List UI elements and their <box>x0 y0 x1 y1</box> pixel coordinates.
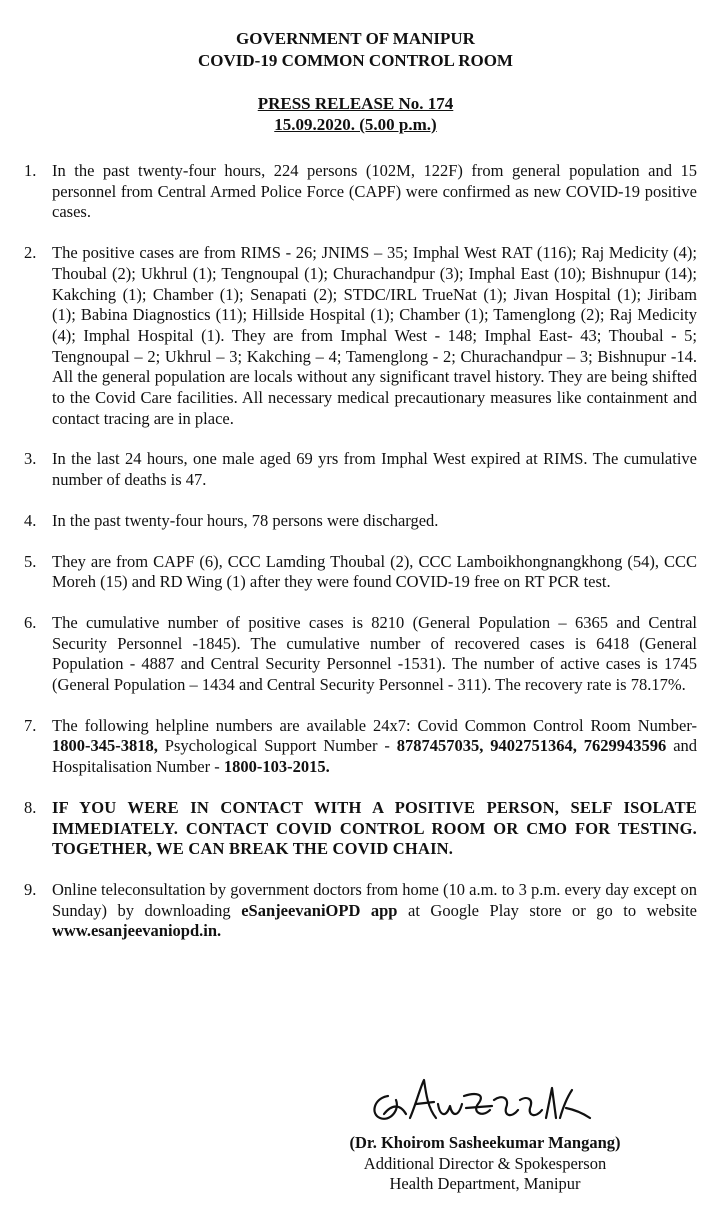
list-item <box>24 880 697 942</box>
helpline-text-mid: Psychological Support Number - <box>157 736 397 756</box>
item-text: In the past twenty-four hours, 224 persons (102M, 122F) from general population and 15 personnel from Central Armed Police Force (CAPF) were confirmed as new COVID-19 positive cases. <box>52 161 697 222</box>
release-items <box>0 161 711 942</box>
list-item <box>24 243 697 429</box>
control-room-title: COVID-19 COMMON CONTROL ROOM <box>198 51 513 70</box>
control-room-number: 1800-345-3818, <box>52 736 158 756</box>
teleconsultation-intro: Online teleconsultation by government doctors from home (10 a.m. to 3 p.m. every day except on Sunday) by downloading <box>52 879 697 920</box>
signatory-designation: Additional Director & Spokesperson <box>363 1153 607 1173</box>
psych-support-numbers: 8787457035, 9402751364, 7629943596 <box>396 736 667 756</box>
item-text: The cumulative number of positive cases is 8210 (General Population – 6365 and Central Security Personnel -1845). The cumulative number of recovered cases is 6418 (General Population - 4887 and Central Security Personnel -1531). The number of active cases is 1745 (General Population – 1434 and Central Security Personnel - 311). The recovery rate is 78.17%. <box>52 612 697 695</box>
app-name: eSanjeevaniOPD app <box>241 900 398 920</box>
advisory-text: IF YOU WERE IN CONTACT WITH A POSITIVE PERSON, SELF ISOLATE IMMEDIATELY. CONTACT COVID CONTROL ROOM OR CMO FOR TESTING. TOGETHER, WE CAN BREAK THE COVID CHAIN. <box>52 797 697 859</box>
release-datetime: 15.09.2020. (5.00 p.m.) <box>274 115 437 134</box>
list-item <box>24 511 697 532</box>
list-item <box>24 449 697 490</box>
signatory-block <box>300 1133 670 1195</box>
item-number: 7. <box>24 715 37 735</box>
item-number: 5. <box>24 551 37 571</box>
list-item <box>24 613 697 696</box>
handwritten-signature <box>366 1074 596 1130</box>
item-number: 8. <box>24 797 37 817</box>
item-text: The positive cases are from RIMS - 26; JNIMS – 35; Imphal West RAT (116); Raj Medicity (4); Thoubal (2); Ukhrul (1); Tengnoupal (1); Churachandpur (3); Imphal East (10); Bishnupur (14); Kakching (1); Chamber (1); Senapati (2); STDC/IRL TrueNat (1); Jivan Hospital (1); Jiribam (1); Babina Diagnostics (11); Hillside Hospital (1); Chamber (1); Tamenglong (2); Raj Medicity (4); Imphal Hospital (1). They are from Imphal West - 148; Imphal East- 43; Thoubal - 5; Tengnoupal – 2; Ukhrul – 3; Kakching – 4; Tamenglong - 2; Churachandpur – 3; Bishnupur -14. All the general population are locals without any significant travel history. They are being shifted to the Covid Care facilities. All necessary medical precautionary measures like containment and contact tracing are in place. <box>52 243 697 428</box>
website-link: www.esanjeevaniopd.in. <box>52 921 222 941</box>
item-number: 4. <box>24 510 37 530</box>
teleconsultation-text <box>52 880 697 942</box>
list-item <box>24 161 697 223</box>
item-text: In the last 24 hours, one male aged 69 yrs from Imphal West expired at RIMS. The cumulative number of deaths is 47. <box>52 449 697 490</box>
release-number: PRESS RELEASE No. 174 <box>257 94 454 113</box>
helpline-text <box>52 716 697 778</box>
item-number: 6. <box>24 612 37 632</box>
letterhead <box>0 28 711 72</box>
teleconsultation-mid: at Google Play store or go to website <box>397 900 697 920</box>
item-number: 3. <box>24 449 37 469</box>
signatory-department: Health Department, Manipur <box>389 1174 581 1193</box>
government-title: GOVERNMENT OF MANIPUR <box>236 29 475 48</box>
hospitalisation-number: 1800-103-2015. <box>223 757 330 777</box>
helpline-text-mid2: and Hospitalisation Number - <box>52 736 698 777</box>
item-text: In the past twenty-four hours, 78 persons were discharged. <box>52 510 439 530</box>
item-number: 1. <box>24 161 37 180</box>
item-number: 9. <box>24 879 37 899</box>
list-item <box>24 798 697 860</box>
item-number: 2. <box>24 243 37 263</box>
item-text: They are from CAPF (6), CCC Lamding Thoubal (2), CCC Lamboikhongnangkhong (54), CCC Moreh (15) and RD Wing (1) after they were found COVID-19 free on RT PCR test. <box>52 551 697 592</box>
helpline-intro: The following helpline numbers are available 24x7: Covid Common Control Room Number- <box>52 715 697 735</box>
list-item <box>24 552 697 593</box>
list-item <box>24 716 697 778</box>
signatory-name: (Dr. Khoirom Sasheekumar Mangang) <box>349 1133 621 1152</box>
release-heading <box>0 93 711 135</box>
